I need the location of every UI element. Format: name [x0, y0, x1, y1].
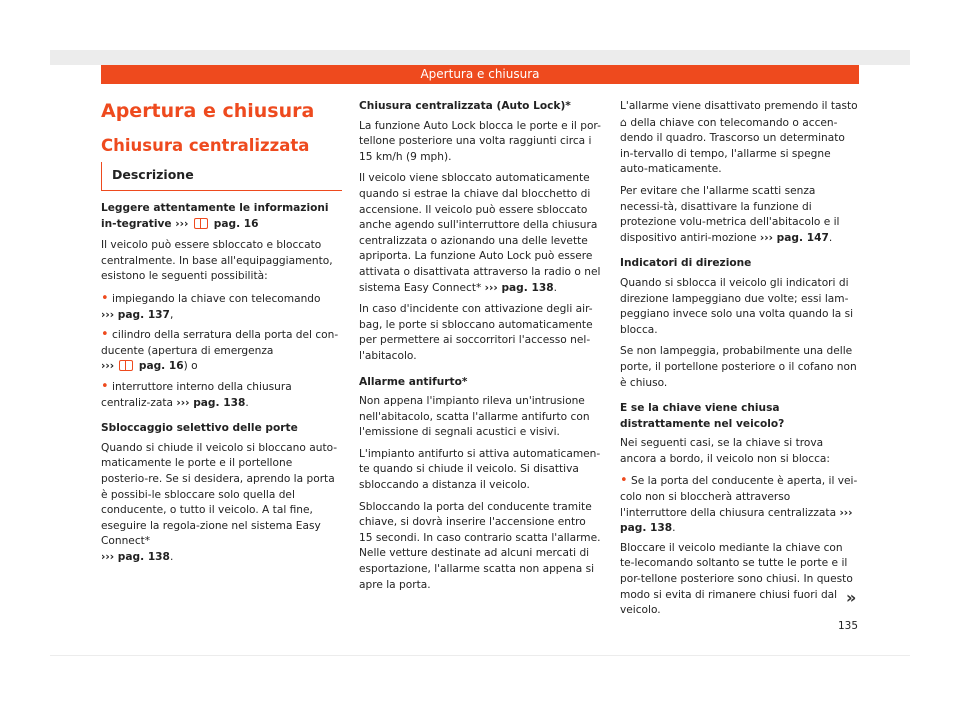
punctuation: . — [553, 281, 557, 294]
subheading: E se la chiave viene chiusa distrattamente nel veicolo? — [620, 402, 785, 430]
list-item-text: impiegando la chiave con telecomando — [112, 292, 321, 305]
paragraph: La funzione Auto Lock blocca le porte e il por-tellone posteriore una volta raggiunti circa i 15 km/h (9 mph). — [359, 119, 601, 163]
section-header: Apertura e chiusura — [101, 65, 859, 84]
punctuation: ) o — [183, 360, 198, 373]
paragraph-text: Per evitare che l'allarme scatti senza necessi-tà, disattivare la funzione di protezione volu-metrica dell'abitacolo e il dispositivo antiri-mozione — [620, 184, 840, 244]
page-reference[interactable]: ››› pag. 138 — [620, 506, 853, 535]
list-item — [101, 379, 342, 411]
paragraph: L'impianto antifurto si attiva automaticamen-te quando si chiude il veicolo. Si disattiva sbloccando a distanza il veicolo. — [359, 447, 601, 492]
page-reference[interactable]: ››› pag. 138 — [484, 281, 554, 294]
bullet-icon: • — [620, 473, 628, 489]
list-item-text: cilindro della serratura della porta del con-ducente (apertura di emergenza — [101, 329, 339, 357]
lead-note — [101, 201, 342, 232]
page-number: 135 — [838, 620, 859, 632]
subsection-title: Descrizione — [101, 162, 342, 191]
paragraph: Quando si sblocca il veicolo gli indicatori di direzione lampeggiano due volte; essi lam-peggiano invece solo una volta quando la si blocca. — [620, 276, 854, 336]
punctuation: . — [672, 522, 676, 535]
paragraph — [620, 184, 860, 246]
paragraph: Nei seguenti casi, se la chiave si trova ancora a bordo, il veicolo non si blocca: — [620, 437, 830, 465]
page-reference[interactable]: ››› pag. 147 — [759, 231, 829, 244]
punctuation: , — [169, 308, 174, 321]
list-item-text: Se la porta del conducente è aperta, il vei-colo non si bloccherà attraverso l'interruttore della chiusura centralizzata — [620, 475, 858, 519]
paragraph — [359, 171, 602, 296]
page-reference[interactable]: ››› pag. 138 — [176, 396, 246, 409]
list-item-text: interruttore interno della chiusura centraliz-zata — [101, 380, 292, 409]
subheading: Indicatori di direzione — [620, 257, 752, 270]
lead-note-text: Leggere attentamente le informazioni in-tegrative ››› — [101, 202, 329, 230]
paragraph: Il veicolo può essere sbloccato e bloccato centralmente. In base all'equipaggiamento, esistono le seguenti possibilità: — [101, 239, 333, 283]
subheading: Allarme antifurto* — [359, 375, 468, 388]
bullet-icon: • — [101, 378, 109, 394]
manual-book-icon — [119, 360, 133, 371]
column-1 — [101, 99, 342, 571]
paragraph: Bloccare il veicolo mediante la chiave con te-lecomando soltanto se tutte le porte e il por-tellone posteriore sono chiusi. In questo modo si evita di rimanere chiusi fuori dal veicolo. — [620, 541, 853, 617]
list-item — [101, 327, 342, 375]
paragraph: Sbloccando la porta del conducente tramite chiave, si dovrà inserire l'accensione entro 15 secondi. In caso contrario scatta l'allarme. Nelle vetture destinate ad alcuni mercati di esportazione, l'allarme scatta non appena si apre la porta. — [359, 500, 601, 591]
paragraph: Non appena l'impianto rileva un'intrusione nell'abitacolo, scatta l'allarme antifurto con l'emissione di segnali acustici e visivi. — [359, 395, 590, 439]
column-2 — [359, 99, 602, 599]
paragraph — [620, 99, 860, 178]
punctuation: . — [828, 231, 833, 244]
bullet-icon: • — [101, 290, 109, 306]
paragraph — [101, 441, 342, 566]
unlock-home-icon: ⌂ — [620, 115, 627, 129]
paragraph: In caso d'incidente con attivazione degli air-bag, le porte si sbloccano automaticamente per permettere ai soccorritori l'accesso nel-l'abitacolo. — [359, 303, 593, 362]
paragraph-text: L'allarme viene disattivato premendo il tasto — [620, 100, 858, 112]
paragraph-text: Quando si chiude il veicolo si bloccano auto-maticamente le porte e il portellone posterio-re. Se si desidera, aprendo la porta è possibi-le sbloccare solo quella del conducente, o tutto il veicolo. A tal fine, eseguire la regola-zione nel sistema Easy Connect* — [101, 441, 338, 548]
chapter-title: Apertura e chiusura — [101, 100, 315, 122]
subheading: Sbloccaggio selettivo delle porte — [101, 422, 298, 435]
bullet-icon: • — [101, 327, 109, 343]
paragraph-text: della chiave con telecomando o accen-dendo il quadro. Trascorso un determinato in-tervallo di tempo, l'allarme si spegne auto-maticamente. — [620, 116, 845, 176]
paragraph: Se non lampeggia, probabilmente una delle porte, il portellone posteriore o il cofano non è chiuso. — [620, 345, 857, 389]
continue-marker: » — [846, 588, 857, 607]
list-item — [620, 473, 860, 536]
section-title: Chiusura centralizzata — [101, 136, 310, 155]
subheading: Chiusura centralizzata (Auto Lock)* — [359, 100, 571, 112]
column-3 — [620, 99, 860, 625]
punctuation: . — [169, 550, 174, 563]
page-reference-arrow: ››› — [101, 360, 115, 373]
page-reference[interactable]: ››› pag. 137 — [101, 308, 170, 321]
paragraph-text: Il veicolo viene sbloccato automaticamente quando si estrae la chiave dal blocchetto di accensione. Il veicolo può essere sbloccato anche agendo sull'interruttore della chiusura centralizzata o azionando una delle levette apriporta. La funzione Auto Lock può essere attivata o disattivata attraverso la radio o nel sistema Easy Connect* — [359, 172, 601, 294]
manual-book-icon — [194, 218, 208, 229]
lead-note-ref[interactable]: pag. 16 — [213, 217, 259, 230]
page-reference[interactable]: ››› pag. 138 — [101, 550, 170, 563]
punctuation: . — [245, 396, 249, 409]
page-reference[interactable]: pag. 16 — [138, 360, 184, 373]
list-item — [101, 291, 342, 323]
